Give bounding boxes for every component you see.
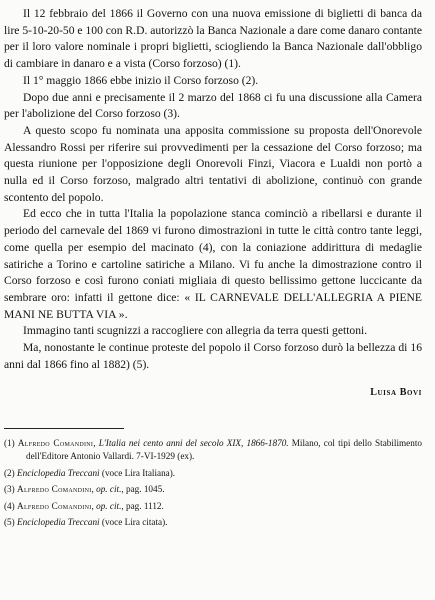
footnote-rest: , pag. 1112. (121, 500, 164, 511)
footnote-number: (5) (4, 517, 15, 528)
footnote-author: Alfredo Comandini (17, 500, 92, 511)
footnote (4, 516, 422, 529)
footnote-rest: (voce Lira Italiana). (99, 467, 176, 478)
paragraph: Il 12 febbraio del 1866 il Governo con una nuova emissione di biglietti di banca da lire 5-10-20-50 e 100 con R.D. autorizzò la Banca Nazionale a dare come danaro contante per il loro valore nominale i propri biglietti, sciogliendo la Banca Nazionale dall'obbligo di cambiare in danaro e a vista (Corso forzoso) (1). (4, 7, 422, 71)
author-signature: Luisa Bovi (370, 387, 422, 399)
paragraph: Ed ecco che in tutta l'Italia la popolazione stanca cominciò a ribellarsi e durante il periodo del carnevale del 1869 vi furono dimostrazioni in tutte le città contro tante leggi, come quella per esempio del macinato (4), con la coniazione addirittura di medaglie satiriche a Torino e cartoline satiriche a Milano. Vi fu anche la dimostrazione contro il Corso forzoso e così furono coniati migliaia di questo bellissimo gettone luccicante da sembrare oro: infatti il gettone dice: « IL CARNEVALE DELL'ALLEGRIA A PIENE MANI NE BUTTA VIA ». (4, 207, 422, 321)
footnote-author: Alfredo Comandini (17, 484, 92, 495)
paragraph: Dopo due anni e precisamente il 2 marzo del 1868 ci fu una discussione alla Camera per l'abolizione del Corso forzoso (3). (4, 90, 422, 121)
footnote (4, 500, 422, 513)
paragraph: Il 1° maggio 1866 ebbe inizio il Corso forzoso (2). (23, 73, 259, 87)
paragraph: Ma, nonostante le continue proteste del popolo il Corso forzoso durò la bellezza di 16 anni dal 1866 fino al 1882) (5). (4, 341, 422, 371)
footnote-separator: , (93, 438, 99, 449)
footnote-title: op. cit. (96, 484, 122, 495)
footnote-rest: (voce Lira citata). (99, 517, 168, 528)
footnote-author: Alfredo Comandini (17, 438, 94, 449)
footnote-title: L'Italia nei cento anni del secolo XIX, 1866-1870. (98, 438, 289, 449)
footnote (4, 467, 422, 480)
footnote-title: Enciclopedia Treccani (17, 467, 100, 478)
footnote-number: (3) (4, 484, 15, 495)
footnote-number: (1) (4, 438, 15, 449)
footnote-title: Enciclopedia Treccani (17, 517, 100, 528)
footnote-divider (4, 428, 124, 429)
footnote-separator: , (91, 484, 97, 495)
footnote-rest: , pag. 1045. (121, 484, 165, 495)
footnote (4, 437, 422, 462)
paragraph: Immagino tanti scugnizzi a raccogliere con allegria da terra questi gettoni. (23, 324, 368, 338)
footnote-number: (4) (4, 500, 15, 511)
footnote (4, 483, 422, 496)
article-body (4, 6, 422, 373)
paragraph: A questo scopo fu nominata una apposita commissione su proposta dell'Onorevole Alessandro Rossi per riferire sui provvedimenti per la cessazione del Corso forzoso; ma questa riunione per l'opposizione degli Onorevoli Finzi, Viacora e Lualdi non portò a nulla ed il Corso forzoso, malgrado altri tentativi di abolizione, continuò con grande scontento del popolo. (4, 123, 422, 204)
footnotes (4, 437, 422, 529)
footnote-number: (2) (4, 467, 15, 478)
footnote-separator: , (91, 500, 97, 511)
footnote-rest: Milano, col tipi dello Stabilimento dell'Editore Antonio Vallardi. 7-VI-1929 (ex). (26, 438, 423, 462)
footnote-title: op. cit. (96, 500, 122, 511)
